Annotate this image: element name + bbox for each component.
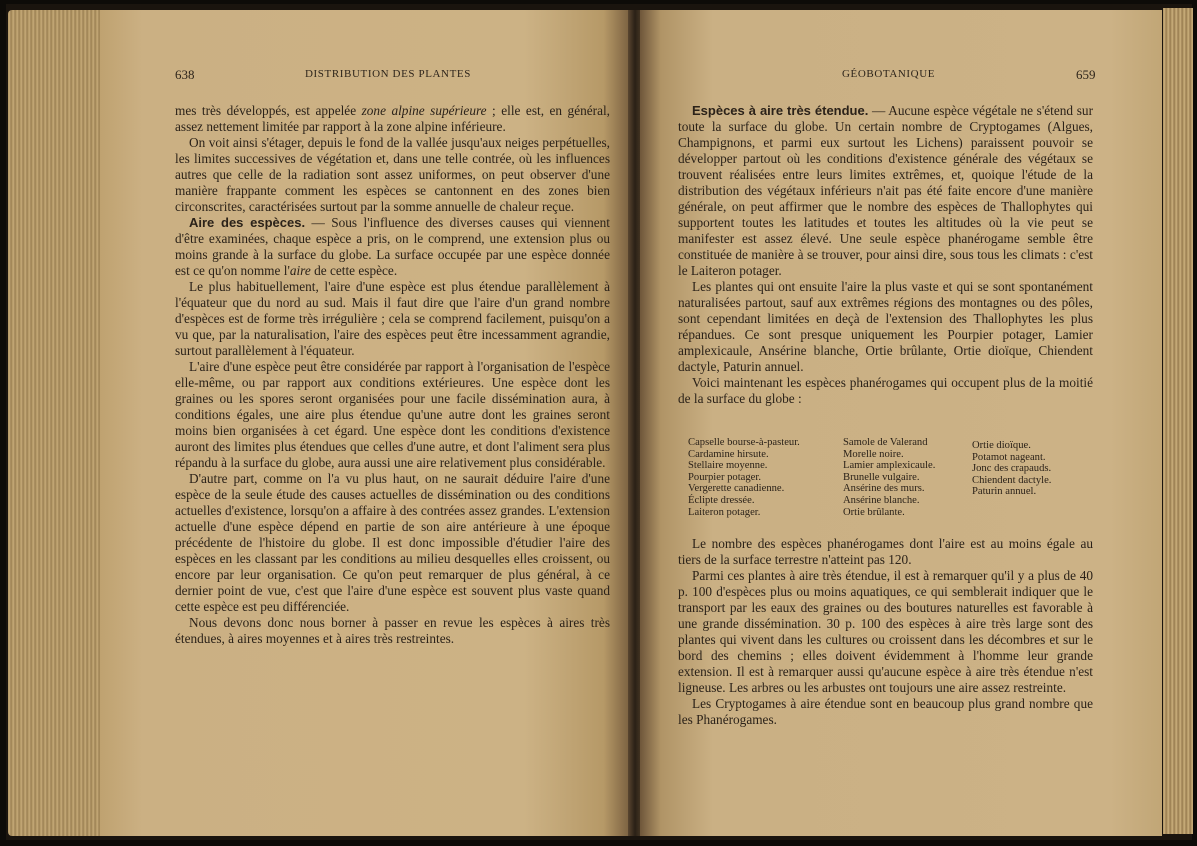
left-page-number: 638 bbox=[175, 67, 195, 82]
species-column-3 bbox=[972, 440, 1051, 498]
paragraph: Espèces à aire très étendue. — Aucune espèce végétale ne s'étend sur toute la surface du globe. Un certain nombre de Cryptogames (Algues, Champignons, et parmi eux surtout les Lichens) paraissent pouvoir se développer partout où les conditions d'existence générale des végétaux se trouvent réalisées entre leurs limites extrêmes, et, quoique l'étude de la distribution des végétaux inférieurs n'ait pas été faite encore d'une manière générale, on peut affirmer que le nombre des espèces de Thallophytes qui supportent toutes les latitudes et toutes les altitudes où la vie peut se manifester est assez élevé. Une seule espèce phanérogame semble être constituée de manière à se trouver, pour ainsi dire, sous tous les climats : c'est le Laiteron potager. bbox=[678, 103, 1093, 278]
species-item: Chiendent dactyle. bbox=[972, 474, 1052, 486]
species-item: Laiteron potager. bbox=[688, 506, 761, 518]
species-item: Jonc des crapauds. bbox=[972, 463, 1052, 475]
paragraph: mes très développés, est appelée zone alpine supérieure ; elle est, en général, assez nettement limitée par rapport à la zone alpine inférieure. bbox=[175, 103, 610, 134]
species-item: Lamier amplexicaule. bbox=[843, 460, 936, 472]
right-page-text-bottom bbox=[678, 536, 1093, 728]
species-item: Ortie brûlante. bbox=[843, 506, 905, 518]
paragraph: Le nombre des espèces phanérogames dont l'aire est au moins égale au tiers de la surface terrestre n'atteint pas 120. bbox=[678, 536, 1093, 567]
paragraph: L'aire d'une espèce peut être considérée par rapport à l'organisation de l'espèce elle-même, ou par rapport aux conditions extérieures. Une espèce dont les graines ou les spores seront organisées pour une facile dissémination aura, à conditions égales, une aire plus étendue qu'une autre dont les graines seront moins bien organisées à cet égard. Une espèce dont les conditions d'existence auront des limites plus étendues que celles d'une autre, et dont l'aliment sera plus répandu à la surface du globe, aura aussi une aire relativement plus considérable. bbox=[175, 359, 610, 470]
species-item: Morelle noire. bbox=[843, 448, 904, 460]
paragraph: Les Cryptogames à aire étendue sont en beaucoup plus grand nombre que les Phanérogames. bbox=[678, 696, 1093, 727]
right-page-edges bbox=[1163, 8, 1193, 834]
species-item: Éclipte dressée. bbox=[688, 494, 755, 506]
species-item: Ortie dioïque. bbox=[972, 440, 1031, 451]
species-item: Vergerette canadienne. bbox=[688, 483, 785, 495]
paragraph: Nous devons donc nous borner à passer en revue les espèces à aires très étendues, à aires moyennes et à aires très restreintes. bbox=[175, 615, 610, 646]
section-heading: Aire des espèces. bbox=[189, 215, 306, 230]
paragraph: Parmi ces plantes à aire très étendue, il est à remarquer qu'il y a plus de 40 p. 100 d'espèces plus ou moins aquatiques, ce qui semblerait indiquer que le transport par les eaux des graines ou des boutures naturelles est favorable à une grande dissémination. 30 p. 100 des espèces à aire très large sont des plantes qui vivent dans les cultures ou croissent dans les décombres et sur le bord des chemins ; elles doivent évidemment à l'homme leur grande extension. Il est à remarquer aussi qu'aucune espèce à aire très étendue n'est ligneuse. Les arbres ou les arbustes ont toujours une aire assez restreinte. bbox=[678, 568, 1093, 695]
paragraph: Voici maintenant les espèces phanérogames qui occupent plus de la moitié de la surface du globe : bbox=[678, 375, 1093, 406]
species-item: Ansérine des murs. bbox=[843, 483, 925, 495]
right-running-head: GÉOBOTANIQUE bbox=[842, 68, 936, 80]
left-page-text bbox=[175, 103, 610, 647]
species-item: Cardamine hirsute. bbox=[688, 448, 769, 460]
species-item: Stellaire moyenne. bbox=[688, 460, 768, 472]
species-item: Paturin annuel. bbox=[972, 486, 1037, 498]
species-item: Pourpier potager. bbox=[688, 471, 761, 483]
section-heading: Espèces à aire très étendue. bbox=[692, 103, 869, 118]
paragraph: Aire des espèces. — Sous l'influence des diverses causes qui viennent d'être examinées, chaque espèce a pris, on le comprend, une extension plus ou moins grande à la surface du globe. La surface occupée par une espèce donnée est ce qu'on nomme l'aire de cette espèce. bbox=[175, 215, 610, 278]
species-item: Brunelle vulgaire. bbox=[843, 471, 920, 483]
species-item: Samole de Valerand bbox=[843, 437, 928, 448]
paragraph: Le plus habituellement, l'aire d'une espèce est plus étendue parallèlement à l'équateur que du nord au sud. Mais il faut dire que l'aire d'un grand nombre d'espèces est de forme très irrégulière ; cela se comprend facilement, puisqu'on a vu que, par la naturalisation, l'aire des espèces peut être incessamment agrandie, surtout parallèlement à l'équateur. bbox=[175, 279, 610, 358]
species-column-2 bbox=[843, 437, 935, 518]
species-item: Capselle bourse-à-pasteur. bbox=[688, 437, 800, 448]
right-page-text-top bbox=[678, 103, 1093, 407]
species-item: Ansérine blanche. bbox=[843, 494, 920, 506]
species-item: Potamot nageant. bbox=[972, 451, 1046, 463]
right-page-number: 659 bbox=[1076, 67, 1096, 82]
paragraph: Les plantes qui ont ensuite l'aire la plus vaste et qui se sont spontanément naturalisées partout, sauf aux extrêmes régions des montagnes ou des pôles, sont cependant limitées en deçà de l'extension des Thallophytes les plus répandues. Ce sont presque uniquement les Pourpier potager, Lamier amplexicaule, Ansérine blanche, Ortie brûlante, Ortie dioïque, Chiendent dactyle, Paturin annuel. bbox=[678, 279, 1093, 374]
species-column-1 bbox=[688, 437, 800, 518]
left-running-head: DISTRIBUTION DES PLANTES bbox=[305, 68, 471, 80]
paragraph: D'autre part, comme on l'a vu plus haut, on ne saurait déduire l'aire d'une espèce de la seule étude des causes actuelles de dissémination ou des conditions actuelles d'existence, lorsqu'on a affaire à des contrées assez grandes. L'extension actuelle d'une espèce dépend en partie de son aire antérieure à une époque précédente de l'histoire du globe. Il est donc impossible d'étudier l'aire des espèces en les classant par les conditions au milieu desquelles elles croissent, ou encore par leur organisation. Ce qu'on peut remarquer de plus général, à ce dernier point de vue, c'est que l'aire d'une espèce est souvent plus vaste quand cette espèce est peu différenciée. bbox=[175, 471, 610, 614]
paragraph: On voit ainsi s'étager, depuis le fond de la vallée jusqu'aux neiges perpétuelles, les limites successives de végétation et, dans une telle contrée, où les influences autres que celle de la radiation sont assez uniformes, on peut observer d'une manière frappante comment les espèces se cantonnent en des zones bien circonscrites, caractérisées surtout par la somme annuelle de chaleur reçue. bbox=[175, 135, 610, 214]
